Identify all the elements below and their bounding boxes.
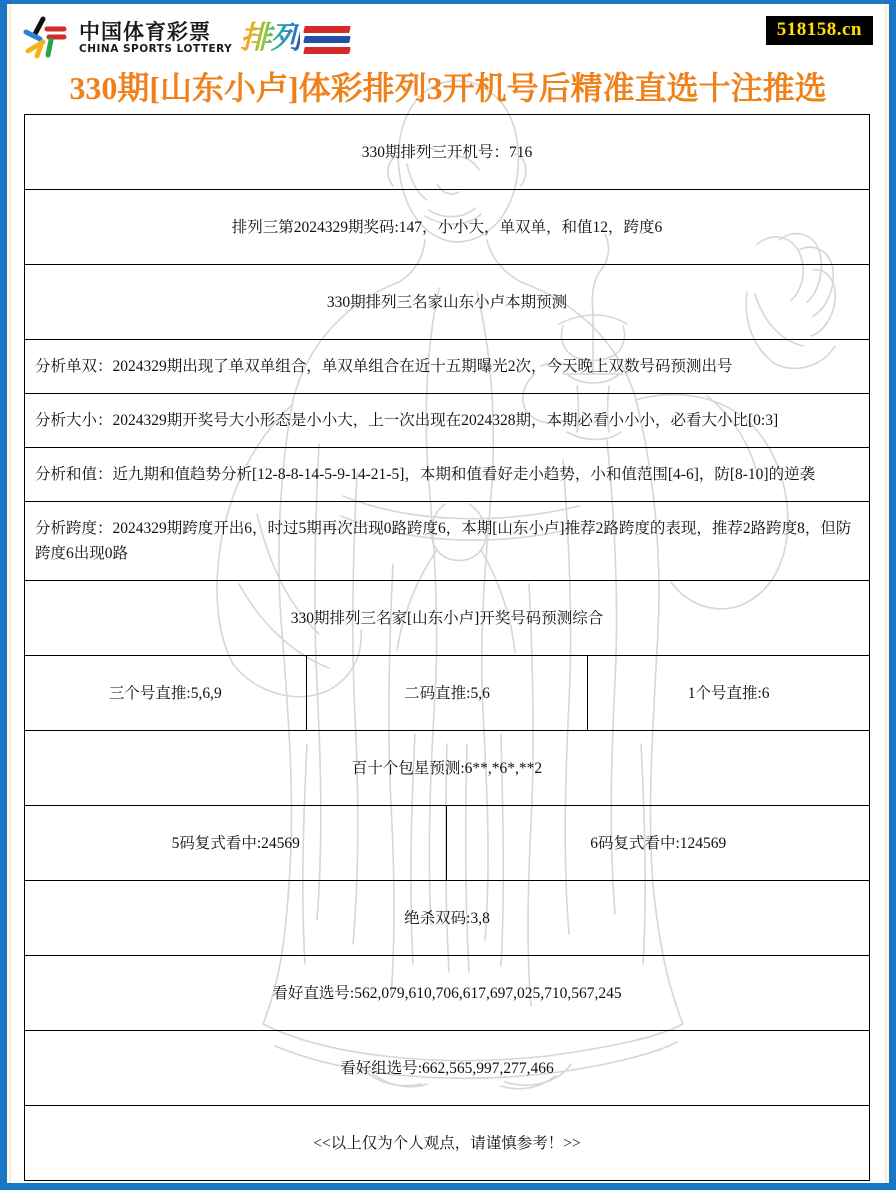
prediction-table <box>24 114 870 1181</box>
table-row <box>25 1106 870 1181</box>
table-row <box>25 956 870 1031</box>
pailie3-three-bars-icon <box>304 23 350 54</box>
table-row <box>25 190 870 265</box>
site-domain-badge: 518158.cn <box>766 16 873 45</box>
one-number-direct-cell: 1个号直推:6 <box>588 656 870 731</box>
table-row <box>25 448 870 502</box>
table-row <box>25 502 870 581</box>
logo-text-block <box>79 21 232 56</box>
table-row <box>25 394 870 448</box>
analysis-big-small-cell: 分析大小：2024329期开奖号大小形态是小小大，上一次出现在2024328期，本期必看小小小，必看大小比[0:3] <box>25 394 870 448</box>
six-code-cell: 6码复式看中:124569 <box>447 806 870 881</box>
pailie3-logo <box>240 21 350 55</box>
disclaimer-cell: <<以上仅为个人观点，请谨慎参考！>> <box>25 1106 870 1181</box>
china-sports-lottery-emblem-icon <box>23 15 71 61</box>
table-row <box>25 115 870 190</box>
site-logo <box>23 12 350 64</box>
table-row <box>25 265 870 340</box>
table-row <box>25 806 870 881</box>
two-code-direct-cell: 二码直推:5,6 <box>306 656 588 731</box>
site-header <box>7 4 889 66</box>
table-row <box>25 340 870 394</box>
three-number-direct-cell: 三个号直推:5,6,9 <box>25 656 307 731</box>
table-row <box>25 581 870 656</box>
summary-heading-cell: 330期排列三名家[山东小卢]开奖号码预测综合 <box>25 581 870 656</box>
content-table-wrapper <box>7 114 889 1181</box>
table-row <box>25 881 870 956</box>
analysis-span-cell: 分析跨度：2024329期跨度开出6，时过5期再次出现0路跨度6，本期[山东小卢]推荐2路跨度的表现，推荐2路跨度8，但防跨度6出现0路 <box>25 502 870 581</box>
last-draw-summary-cell: 排列三第2024329期奖码:147，小小大，单双单，和值12，跨度6 <box>25 190 870 265</box>
kill-pair-cell: 绝杀双码:3,8 <box>25 881 870 956</box>
table-row <box>25 656 870 731</box>
direct-picks-cell: 看好直选号:562,079,610,706,617,697,025,710,567,245 <box>25 956 870 1031</box>
five-code-cell: 5码复式看中:24569 <box>25 806 447 881</box>
analysis-odd-even-cell: 分析单双：2024329期出现了单双单组合，单双单组合在近十五期曝光2次，今天晚上双数号码预测出号 <box>25 340 870 394</box>
group-picks-cell: 看好组选号:662,565,997,277,466 <box>25 1031 870 1106</box>
open-machine-number-cell: 330期排列三开机号：716 <box>25 115 870 190</box>
table-row <box>25 1031 870 1106</box>
forecast-heading-cell: 330期排列三名家山东小卢本期预测 <box>25 265 870 340</box>
logo-chinese-name: 中国体育彩票 <box>79 19 211 44</box>
table-row <box>25 731 870 806</box>
page-title: 330期[山东小卢]体彩排列3开机号后精准直选十注推选 <box>69 70 827 106</box>
pailie3-logo-text: 排列 <box>240 20 301 56</box>
logo-english-name: CHINA SPORTS LOTTERY <box>79 42 233 55</box>
bao-dan-forecast-cell: 百十个包星预测:6**,*6*,**2 <box>25 731 870 806</box>
analysis-sum-cell: 分析和值：近九期和值趋势分析[12-8-8-14-5-9-14-21-5]，本期和值看好走小趋势，小和值范围[4-6]，防[8-10]的逆袭 <box>25 448 870 502</box>
